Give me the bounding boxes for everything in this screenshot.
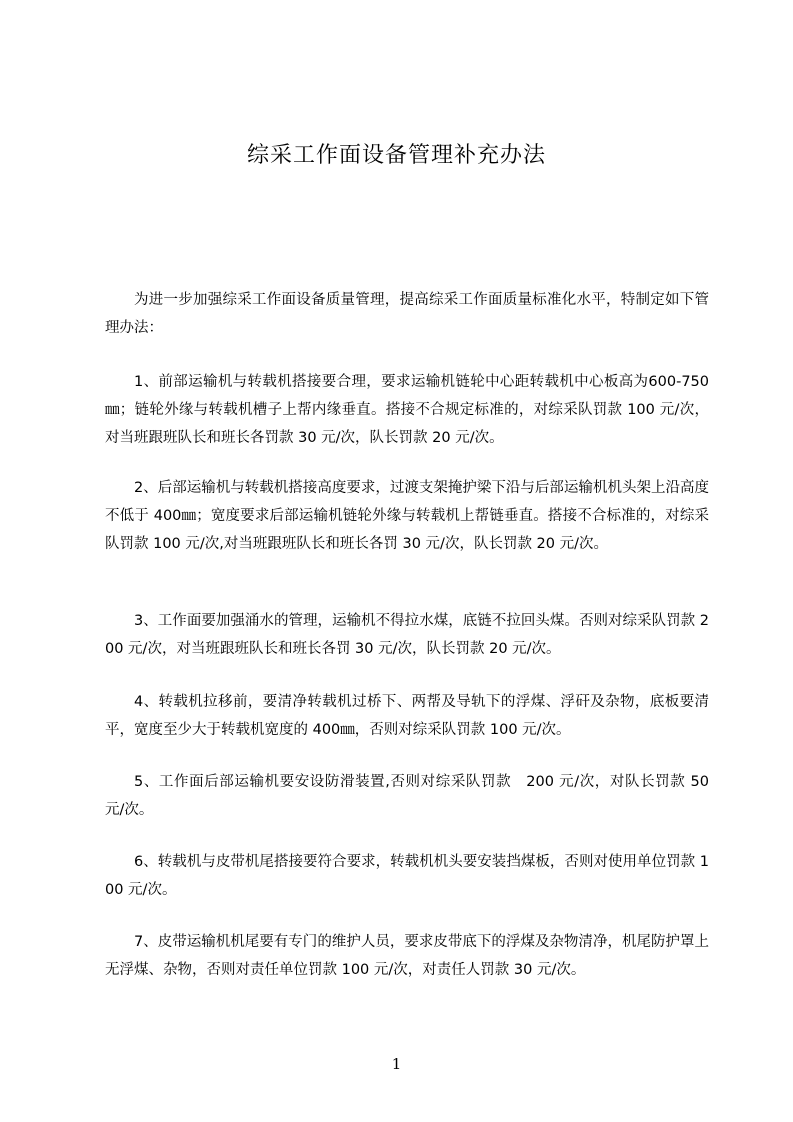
rule-item-2: 2、后部运输机与转载机搭接高度要求，过渡支架掩护梁下沿与后部运输机机头架上沿高度不低于 400㎜；宽度要求后部运输机链轮外缘与转载机上帮链垂直。搭接不合标准的，对综采队罚款 100 元/次,对当班跟班队长和班长各罚 30 元/次，队长罚款 20 元/次。 — [105, 480, 709, 552]
page-number: 1 — [391, 1055, 402, 1073]
rule-item-7: 7、皮带运输机机尾要有专门的维护人员，要求皮带底下的浮煤及杂物清净，机尾防护罩上无浮煤、杂物，否则对责任单位罚款 100 元/次，对责任人罚款 30 元/次。 — [105, 934, 709, 978]
rule-item-1: 1、前部运输机与转载机搭接要合理，要求运输机链轮中心距转载机中心板高为600-750㎜；链轮外缘与转载机槽子上帮内缘垂直。搭接不合规定标准的，对综采队罚款 100 元/次，对当班跟班队长和班长各罚款 30 元/次，队长罚款 20 元/次。 — [105, 374, 709, 446]
rule-item-3: 3、工作面要加强涌水的管理，运输机不得拉水煤，底链不拉回头煤。否则对综采队罚款 200 元/次，对当班跟班队长和班长各罚 30 元/次，队长罚款 20 元/次。 — [105, 613, 709, 657]
rule-item-4: 4、转载机拉移前，要清净转载机过桥下、两帮及导轨下的浮煤、浮矸及杂物，底板要清平，宽度至少大于转载机宽度的 400㎜，否则对综采队罚款 100 元/次。 — [105, 694, 709, 738]
rule-item-6: 6、转载机与皮带机尾搭接要符合要求，转载机机头要安装挡煤板，否则对使用单位罚款 100 元/次。 — [105, 854, 709, 898]
document-title: 综采工作面设备管理补充办法 — [246, 143, 546, 168]
rule-item-5: 5、工作面后部运输机要安设防滑装置,否则对综采队罚款 200 元/次，对队长罚款 50 元/次。 — [105, 774, 709, 818]
intro-paragraph: 为进一步加强综采工作面设备质量管理，提高综采工作面质量标准化水平，特制定如下管理办法： — [105, 292, 709, 336]
